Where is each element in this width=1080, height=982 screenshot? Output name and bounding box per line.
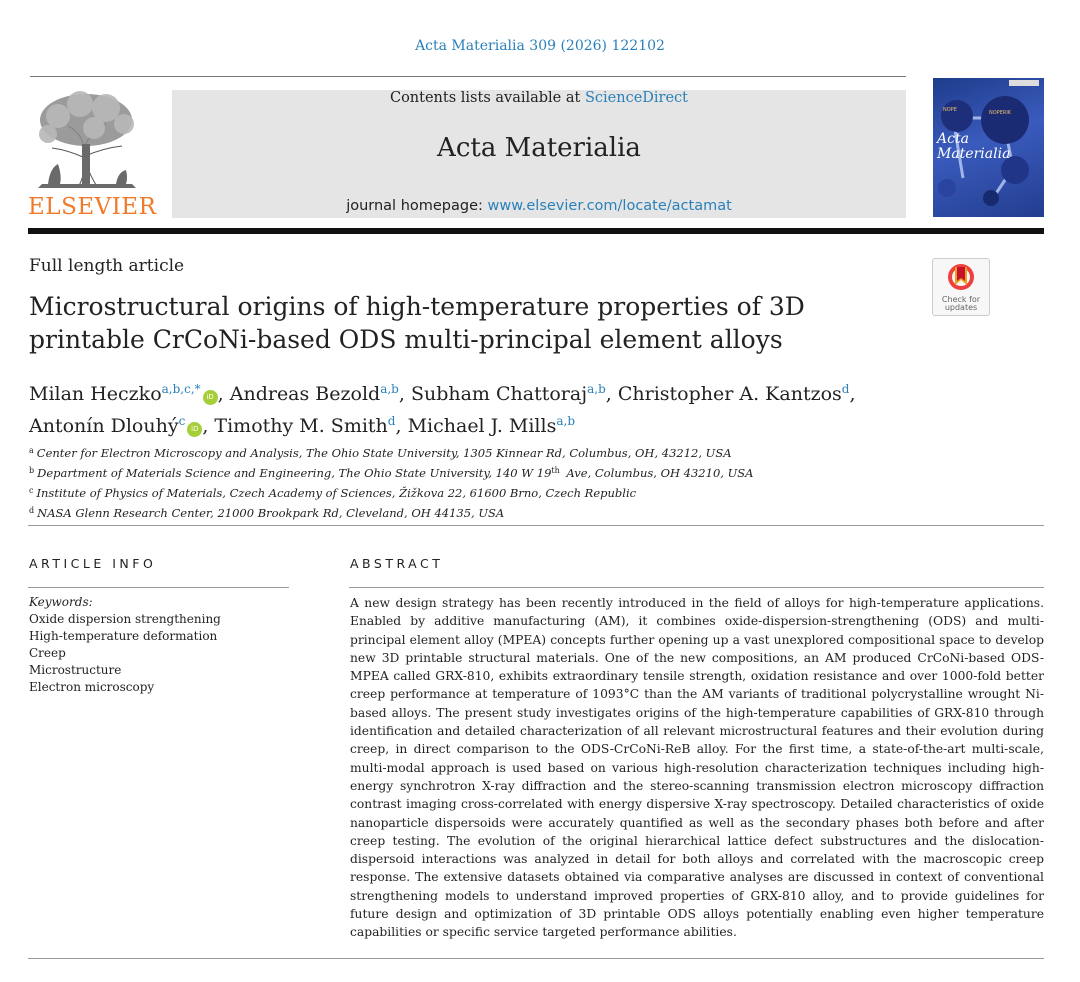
author[interactable]	[29, 415, 214, 437]
affiliation-text: Center for Electron Microscopy and Analysis, The Ohio State University, 1305 Kinnear Rd, Columbus, OH, 43212, USA	[36, 446, 732, 460]
author-affiliation-marks[interactable]: a,b	[587, 382, 606, 396]
affiliation-text: Department of Materials Science and Engineering, The Ohio State University, 140 W 19	[37, 466, 552, 480]
affiliation-mark: d	[29, 506, 35, 515]
keyword-item: High-temperature deformation	[29, 629, 218, 643]
crossmark-line2: updates	[944, 303, 978, 312]
affiliation-item	[29, 502, 929, 522]
affiliation-mark: c	[29, 486, 34, 495]
article-title: Microstructural origins of high-temperature properties of 3D printable CrCoNi-based ODS multi-principal element alloys	[29, 292, 805, 354]
keyword-item: Electron microscopy	[29, 680, 155, 694]
author-name[interactable]: Michael J. Mills	[407, 415, 557, 437]
author-affiliation-marks[interactable]: a,b	[380, 382, 399, 396]
author-affiliation-marks[interactable]: a,b	[556, 414, 575, 428]
journal-banner	[172, 90, 906, 218]
affiliation-text: Institute of Physics of Materials, Czech Academy of Sciences, Žižkova 22, 61600 Brno, Czech Republic	[36, 486, 637, 500]
author-affiliation-marks[interactable]: c	[178, 414, 186, 428]
article-info-heading: ARTICLE INFO	[29, 556, 157, 571]
footer-divider	[28, 958, 1044, 959]
author[interactable]	[214, 415, 407, 437]
header-thick-rule	[28, 228, 1044, 234]
homepage-link[interactable]: www.elsevier.com/locate/actamat	[487, 198, 732, 214]
affiliation-text-end: Ave, Columbus, OH 43210, USA	[562, 466, 754, 480]
crossmark-text	[933, 296, 989, 312]
journal-title[interactable]: Acta Materialia	[437, 133, 641, 163]
keyword-item: Creep	[29, 646, 66, 660]
contents-line	[172, 90, 906, 106]
author-name[interactable]: Christopher A. Kantzos	[617, 383, 842, 405]
author-affiliation-marks[interactable]: d	[841, 382, 850, 396]
keyword-item: Oxide dispersion strengthening	[29, 612, 221, 626]
author[interactable]	[408, 415, 575, 437]
author-separator: ,	[849, 383, 856, 405]
keywords-block	[29, 594, 289, 696]
author-separator: ,	[217, 383, 230, 405]
crossmark-line1: Check for	[941, 295, 981, 304]
affiliation-item	[29, 442, 929, 462]
author-name[interactable]: Timothy M. Smith	[214, 415, 388, 437]
affiliation-item	[29, 482, 929, 502]
affiliation-item	[29, 462, 929, 482]
check-for-updates-button[interactable]	[932, 258, 990, 316]
abstract-text: A new design strategy has been recently introduced in the field of alloys for high-temperature applications. Enabled by additive manufacturing (AM), it combines oxide-dispersion-strengthening (ODS) and multi-principal element alloy (MPEA) concepts further opening up a vast unexplored compositional space to develop new 3D printable structural materials. One of the new compositions, an AM produced CrCoNi-based ODS-MPEA called GRX-810, exhibits extraordinary tensile strength, oxidation resistance and over 1000-fold better creep performance at temperature of 1093°C than the AM variants of traditional polycrystalline wrought Ni-based alloys. The present study investigates origins of the high-temperature capabilities of GRX-810 through identification and detailed characterization of all relevant microstructural features and their evolution during creep, in direct comparison to the ODS-CrCoNi-ReB alloy. For the first time, a state-of-the-art multi-scale, multi-modal approach is used based on various high-resolution characterization techniques including high-energy synchrotron X-ray diffraction and the stereo-scanning transmission electron microscopy diffraction contrast imaging cross-correlated with energy dispersive X-ray spectroscopy. Detailed characteristics of oxide nanoparticle dispersoids were accurately quantified as well as the secondary phases both before and after creep testing. The evolution of the original hierarchical lattice defect substructures and the dislocation-dispersoid interactions was analyzed in detail for both alloys and correlated with the macroscopic creep response. The extensive datasets obtained via comparative analyses are discussed in context of conventional strengthening models to understand improved properties of GRX-810 alloy, and to provide guidelines for future design and optimization of 3D printable ODS alloys potentially enabling even higher temperature capabilities or specific service targeted performance abilities.	[350, 596, 1044, 940]
orcid-icon[interactable]: iD	[203, 390, 218, 405]
journal-cover[interactable]	[933, 78, 1044, 217]
cover-title-line1: Acta	[937, 131, 969, 147]
homepage-prefix: journal homepage:	[346, 198, 488, 214]
cover-title	[937, 132, 1010, 162]
publisher-wordmark: ELSEVIER	[28, 194, 157, 220]
orcid-icon[interactable]: iD	[187, 422, 202, 437]
author-name[interactable]: Antonín Dlouhý	[29, 415, 179, 437]
affiliation-ordinal: th	[551, 466, 560, 475]
crossmark-icon	[933, 259, 989, 299]
contents-prefix: Contents lists available at	[389, 90, 585, 106]
elsevier-tree-icon	[28, 88, 146, 192]
sciencedirect-link[interactable]: ScienceDirect	[584, 90, 689, 106]
author[interactable]	[230, 383, 411, 405]
author[interactable]	[411, 383, 618, 405]
article-type: Full length article	[29, 256, 185, 276]
author-separator: ,	[395, 415, 408, 437]
author[interactable]	[618, 383, 856, 405]
elsevier-logo[interactable]	[28, 88, 157, 220]
article-info-rule	[28, 587, 289, 588]
author-separator: ,	[202, 415, 215, 437]
section-divider	[28, 525, 1044, 526]
cover-sphere-label-1: NOPE	[943, 107, 957, 113]
header-divider	[30, 76, 906, 77]
author-name[interactable]: Milan Heczko	[29, 383, 162, 405]
abstract-rule	[349, 587, 1044, 588]
author-name[interactable]: Andreas Bezold	[229, 383, 381, 405]
author-separator: ,	[398, 383, 411, 405]
keyword-item: Microstructure	[29, 663, 122, 677]
author-affiliation-marks[interactable]: a,b,c,*	[161, 382, 201, 396]
keywords-label: Keywords:	[29, 595, 93, 609]
affiliation-list	[29, 442, 929, 522]
author-list	[29, 376, 989, 440]
author-name[interactable]: Subham Chattoraj	[410, 383, 588, 405]
cover-sphere-label-2: NOPERIK	[989, 110, 1012, 116]
affiliation-mark: a	[29, 446, 34, 455]
journal-citation[interactable]: Acta Materialia 309 (2026) 122102	[415, 38, 665, 54]
author[interactable]	[29, 383, 230, 405]
cover-title-line2: Materialia	[937, 146, 1011, 162]
affiliation-mark: b	[29, 466, 35, 475]
author-separator: ,	[605, 383, 618, 405]
affiliation-text: NASA Glenn Research Center, 21000 Brookpark Rd, Cleveland, OH 44135, USA	[37, 506, 505, 520]
abstract-heading: ABSTRACT	[350, 556, 444, 571]
homepage-line	[172, 198, 906, 214]
author-affiliation-marks[interactable]: d	[387, 414, 396, 428]
